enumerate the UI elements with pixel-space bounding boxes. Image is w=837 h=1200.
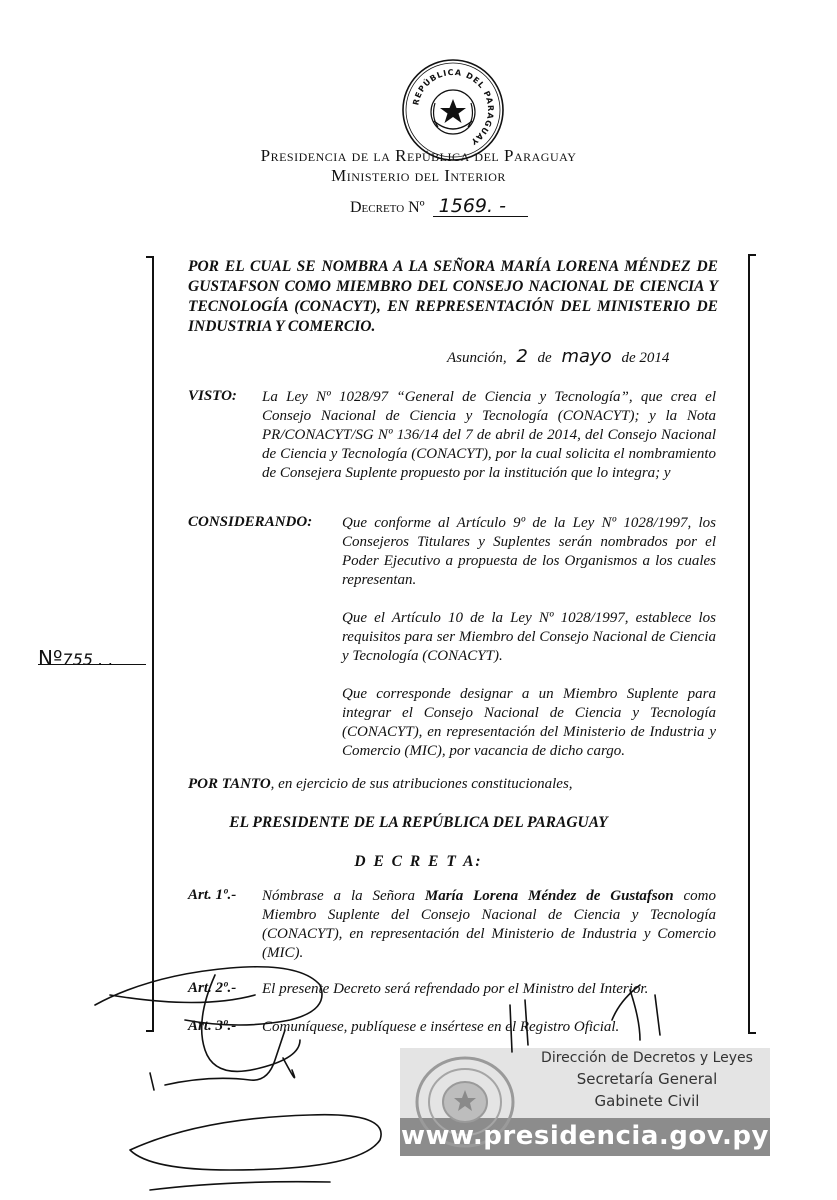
decreta-heading: D E C R E T A: (354, 853, 483, 870)
decree-title: POR EL CUAL SE NOMBRA A LA SEÑORA MARÍA LORENA MÉNDEZ DE GUSTAFSON COMO MIEMBRO DEL CONSEJO NACIONAL DE CIENCIA Y TECNOLOGÍA (CONACYT), EN REPRESENTACIÓN DEL MINISTERIO DE INDUSTRIA Y COMERCIO. (188, 258, 718, 335)
decree-number-line (350, 196, 528, 217)
article-2-label: Art. 2º.- (188, 980, 237, 996)
por-tanto-text: , en ejercicio de sus atribuciones constitucionales, (270, 776, 573, 792)
por-tanto-line (188, 775, 573, 794)
date-city: Asunción, (447, 350, 507, 366)
article-1-text: Nómbrase a la Señora María Lorena Méndez de Gustafson como Miembro Suplente del Consejo Nacional de Ciencia y Tecnología (CONACYT), en representación del Ministerio de Industria y Comercio (MIC). (262, 888, 716, 961)
margin-line (38, 664, 146, 665)
right-bracket (748, 254, 756, 1034)
left-bracket (146, 256, 154, 1032)
date-day: 2 (516, 346, 528, 367)
date-month: mayo (561, 346, 612, 367)
date-de: de (537, 350, 552, 366)
president-heading: EL PRESIDENTE DE LA REPÚBLICA DEL PARAGUAY (229, 814, 608, 831)
margin-number-value: 755 . . (62, 650, 114, 669)
stamp-line-3: Gabinete Civil (594, 1092, 700, 1110)
margin-number (38, 646, 113, 670)
por-tanto-label: POR TANTO (188, 776, 271, 792)
decree-label: Decreto Nº (350, 199, 425, 216)
stamp-line-2: Secretaría General (576, 1070, 718, 1088)
header-ministry: Ministerio del Interior (331, 166, 506, 185)
stamp-url: www.presidencia.gov.py (401, 1121, 769, 1151)
considerando-paragraph: Que corresponde designar a un Miembro Suplente para integrar el Consejo Nacional de Ciencia y Tecnología (CONACYT), en representación del Ministerio de Industria y Comercio (MIC), por vacancia de dicho cargo. (342, 686, 716, 759)
considerando-label: CONSIDERANDO: (188, 514, 313, 530)
article-1-label: Art. 1º.- (188, 887, 237, 903)
date-year: 2014 (639, 350, 670, 366)
appointee-name: María Lorena Méndez de Gustafson (424, 888, 674, 904)
visto-text: La Ley Nº 1028/97 “General de Ciencia y Tecnología”, que crea el Consejo Nacional de Ciencia y Tecnología (CONACYT); y la Nota PR/CONACYT/SG Nº 136/14 del 7 de abril de 2014, del Consejo Nacional de Ciencia y Tecnología (CONACYT), por la cual solicita el nombramiento de Consejera Suplente propuesto por la institución que lo integra; y (262, 389, 716, 481)
article-3-label: Art. 3º.- (188, 1018, 237, 1034)
article-3-text: Comuníquese, publíquese e insértese en el Registro Oficial. (262, 1019, 620, 1035)
article-2-text: El presente Decreto será refrendado por el Ministro del Interior. (262, 981, 649, 997)
considerando-paragraph: Que el Artículo 10 de la Ley Nº 1028/1997, establece los requisitos para ser Miembro del Consejo Nacional de Ciencia y Tecnología (CONACYT). (342, 610, 716, 664)
margin-number-label: Nº (38, 646, 63, 670)
decree-date (447, 347, 669, 368)
decree-number: 1569. - (433, 196, 528, 217)
date-de: de (621, 350, 636, 366)
svg-text:REPÚBLICA DEL PARAGUAY: REPÚBLICA DEL PARAGUAY (411, 67, 496, 147)
visto-label: VISTO: (188, 388, 237, 404)
considerando-paragraph: Que conforme al Artículo 9º de la Ley Nº 1028/1997, los Consejeros Titulares y Suplentes serán nombrados por el Poder Ejecutivo a propuesta de los Organismos a los cuales representan. (342, 515, 716, 588)
stamp-line-1: Dirección de Decretos y Leyes (541, 1050, 753, 1066)
header-presidency: Presidencia de la República del Paraguay (260, 146, 577, 165)
